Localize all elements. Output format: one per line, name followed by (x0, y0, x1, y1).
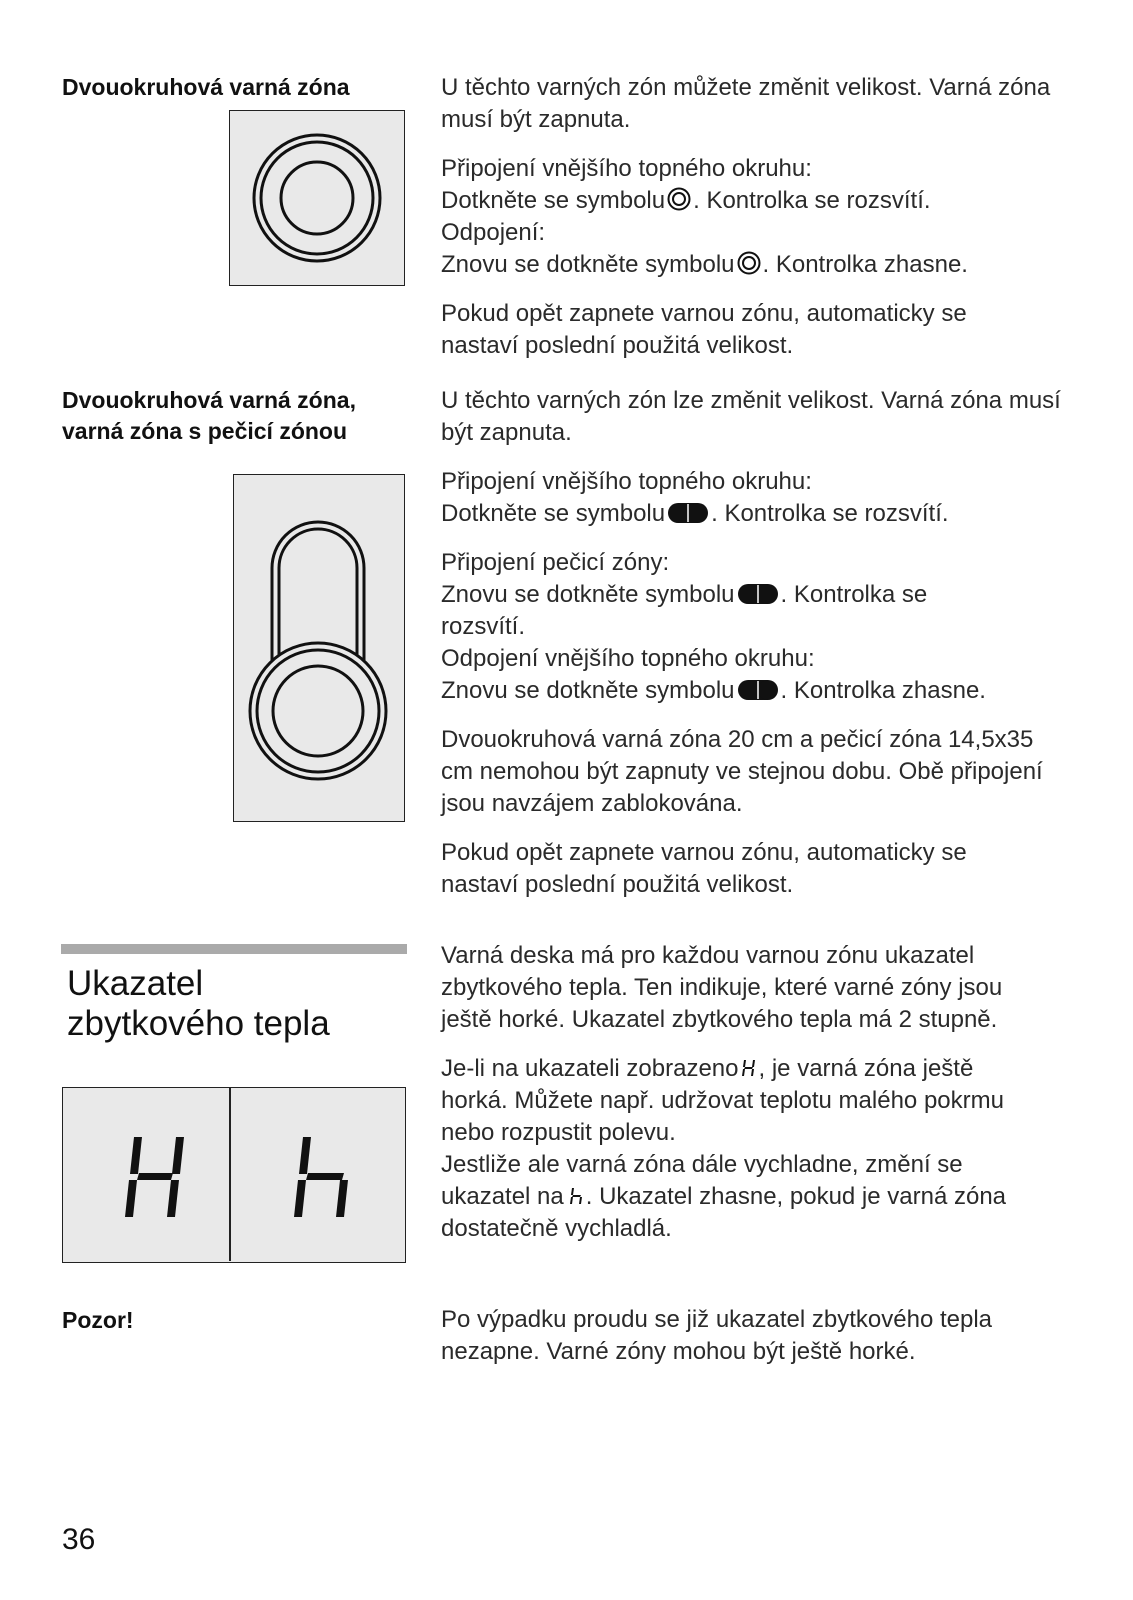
section3-p2: Je-li na ukazateli zobrazeno , je varná zóna ještě horká. Můžete např. udržovat teplotu malého pokrmu nebo rozpustit polevu. Jestliže ale varná zóna dále vychladne, změní se ukazatel na . Ukazatel zhasne, pokud je varná zóna dostatečně vychladlá. (441, 1055, 1007, 1242)
roaster-zone-illustration (233, 474, 405, 822)
section1-text (441, 72, 1081, 362)
roaster-symbol-icon (737, 583, 779, 605)
section2-p3-l4: Znovu se dotkněte symbolu . Kontrolka zhasne. (441, 677, 986, 704)
section-title-residual-heat: Ukazatel zbytkového tepla (67, 964, 330, 1043)
section4-p1: Po výpadku proudu se již ukazatel zbytkového tepla nezapne. Varné zóny mohou být ještě horké. (441, 1306, 993, 1365)
section2-text (441, 385, 1081, 901)
section2-p1: U těchto varných zón lze změnit velikost. Varná zóna musí být zapnuta. (441, 387, 1061, 446)
section2-p2-l1: Připojení vnějšího topného okruhu: (441, 468, 812, 495)
dual-zone-illustration (229, 110, 405, 286)
lower-h-symbol-icon (566, 1185, 584, 1207)
section3-p1: Varná deska má pro každou varnou zónu ukazatel zbytkového tepla. Ten indikuje, které varné zóny jsou ještě horké. Ukazatel zbytkového tepla má 2 stupně. (441, 942, 1003, 1033)
section1-p3: Pokud opět zapnete varnou zónu, automaticky se nastaví poslední použitá velikost. (441, 300, 967, 359)
dual-ring-zone-icon (230, 111, 403, 284)
section1-p2-l2: Dotkněte se symbolu . Kontrolka se rozsvítí. (441, 187, 931, 214)
page-number: 36 (62, 1523, 96, 1556)
section2-p3-l2: Znovu se dotkněte symbolu . Kontrolka se rozsvítí. (441, 581, 928, 640)
dual-ring-symbol-icon (667, 187, 691, 211)
seven-segment-glyphs (63, 1088, 404, 1261)
section1-p2-l4: Znovu se dotkněte symbolu . Kontrolka zhasne. (441, 251, 968, 278)
lower-h-display-icon (294, 1137, 348, 1217)
roaster-zone-icon (234, 475, 403, 820)
section-divider-bar (61, 944, 407, 954)
section1-p1: U těchto varných zón můžete změnit velikost. Varná zóna musí být zapnuta. (441, 74, 1051, 133)
section3-text (441, 940, 1081, 1245)
section2-p3-l3: Odpojení vnějšího topného okruhu: (441, 645, 815, 672)
upper-h-display-icon (125, 1137, 184, 1217)
section2-p5: Pokud opět zapnete varnou zónu, automaticky se nastaví poslední použitá velikost. (441, 839, 967, 898)
upper-h-symbol-icon (741, 1057, 757, 1079)
section2-p2-l2: Dotkněte se symbolu . Kontrolka se rozsvítí. (441, 500, 949, 527)
section-heading-caution: Pozor! (62, 1307, 134, 1333)
section-heading-dual-zone: Dvouokruhová varná zóna (62, 74, 350, 100)
dual-ring-symbol-icon (737, 251, 761, 275)
roaster-symbol-icon (737, 679, 779, 701)
section2-p4: Dvouokruhová varná zóna 20 cm a pečicí zóna 14,5x35 cm nemohou být zapnuty ve stejnou dobu. Obě připojení jsou navzájem zablokována. (441, 726, 1043, 817)
section1-p2-l1: Připojení vnějšího topného okruhu: (441, 155, 812, 182)
residual-heat-display-illustration (62, 1087, 406, 1263)
section2-p3-l1: Připojení pečicí zóny: (441, 549, 670, 576)
section4-text (441, 1304, 1081, 1368)
section1-p2-l3: Odpojení: (441, 219, 546, 246)
roaster-symbol-icon (667, 502, 709, 524)
section-heading-dual-roaster-zone: Dvouokruhová varná zóna, varná zóna s pečicí zónou (62, 387, 356, 444)
